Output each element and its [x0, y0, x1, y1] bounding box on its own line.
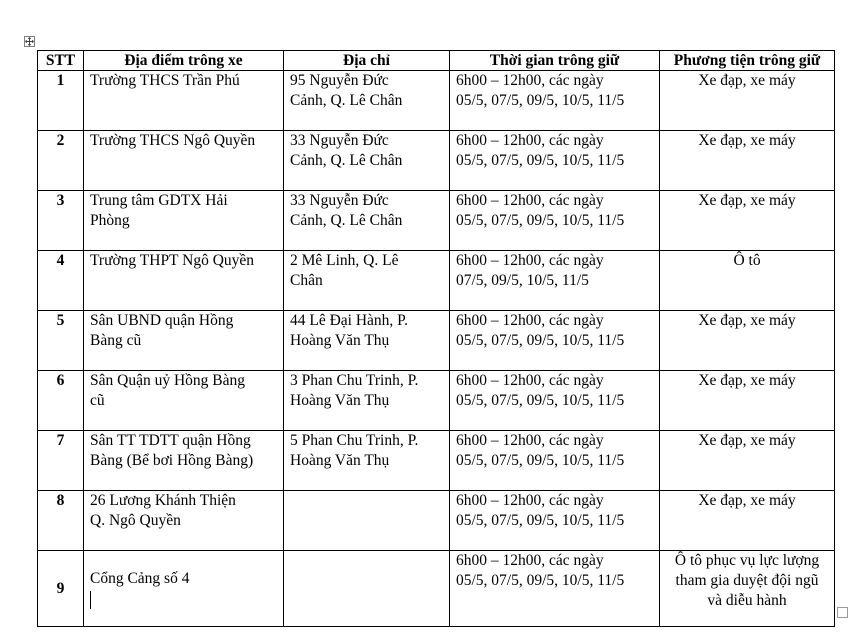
place-line: 26 Lương Khánh Thiện — [90, 492, 236, 509]
header-time: Thời gian trông giữ — [450, 51, 660, 71]
cell-place[interactable] — [84, 131, 284, 191]
table-row — [38, 371, 835, 431]
cell-vehicle[interactable] — [660, 131, 835, 191]
cell-vehicle[interactable] — [660, 371, 835, 431]
cell-vehicle[interactable] — [660, 491, 835, 551]
address-line: 2 Mê Linh, Q. Lê — [290, 252, 399, 269]
time-line: 05/5, 07/5, 09/5, 10/5, 11/5 — [456, 392, 625, 409]
cell-stt[interactable]: 7 — [38, 431, 84, 491]
cell-stt[interactable]: 5 — [38, 311, 84, 371]
time-line: 05/5, 07/5, 09/5, 10/5, 11/5 — [456, 92, 625, 109]
table-row — [38, 251, 835, 311]
vehicle-line: Ô tô phục vụ lực lượng — [674, 552, 820, 569]
cell-stt[interactable]: 3 — [38, 191, 84, 251]
place-line: Sân TT TDTT quận Hồng — [90, 432, 251, 449]
cell-address[interactable] — [284, 131, 450, 191]
cell-address[interactable] — [284, 431, 450, 491]
cell-time[interactable] — [450, 131, 660, 191]
cell-address[interactable] — [284, 551, 450, 627]
cell-vehicle[interactable] — [660, 251, 835, 311]
cell-place[interactable] — [84, 311, 284, 371]
cell-place[interactable] — [84, 371, 284, 431]
place-line: Cổng Cảng số 4 — [90, 569, 190, 587]
cell-place[interactable] — [84, 551, 284, 627]
time-line: 05/5, 07/5, 09/5, 10/5, 11/5 — [456, 452, 625, 469]
table-body — [38, 71, 835, 627]
cell-time[interactable] — [450, 371, 660, 431]
cell-place[interactable] — [84, 71, 284, 131]
address-line: Cảnh, Q. Lê Chân — [290, 212, 403, 229]
header-stt: STT — [38, 51, 84, 71]
time-line: 6h00 – 12h00, các ngày — [456, 252, 604, 269]
address-line: 33 Nguyễn Đức — [290, 132, 389, 149]
cell-stt[interactable]: 1 — [38, 71, 84, 131]
table-header-row — [38, 51, 835, 71]
place-line: Trường THCS Trần Phú — [90, 72, 240, 89]
place-line: Bàng cũ — [90, 332, 142, 349]
place-line: Sân UBND quận Hồng — [90, 312, 234, 329]
cell-vehicle[interactable] — [660, 431, 835, 491]
table-resize-handle-icon[interactable] — [837, 607, 848, 618]
cell-vehicle[interactable] — [660, 551, 835, 627]
table-row — [38, 191, 835, 251]
cell-time[interactable] — [450, 311, 660, 371]
place-line: Trường THPT Ngô Quyền — [90, 252, 255, 269]
table-row — [38, 551, 835, 627]
address-line: Cảnh, Q. Lê Chân — [290, 92, 403, 109]
address-line: 5 Phan Chu Trinh, P. — [290, 432, 419, 449]
place-line: Sân Quận uỷ Hồng Bàng — [90, 372, 245, 389]
time-line: 07/5, 09/5, 10/5, 11/5 — [456, 272, 589, 289]
time-line: 6h00 – 12h00, các ngày — [456, 432, 604, 449]
cell-stt[interactable]: 8 — [38, 491, 84, 551]
table-row — [38, 71, 835, 131]
table-move-handle-icon[interactable] — [24, 36, 35, 47]
address-line: Hoàng Văn Thụ — [290, 392, 390, 409]
header-place: Địa điểm trông xe — [84, 51, 284, 71]
place-line: Bàng (Bể bơi Hồng Bàng) — [90, 452, 254, 469]
cell-time[interactable] — [450, 191, 660, 251]
address-line: Hoàng Văn Thụ — [290, 452, 390, 469]
cell-vehicle[interactable] — [660, 311, 835, 371]
address-line: Chân — [290, 272, 323, 289]
place-line: cũ — [90, 392, 105, 409]
time-line: 6h00 – 12h00, các ngày — [456, 372, 604, 389]
cell-address[interactable] — [284, 251, 450, 311]
time-line: 6h00 – 12h00, các ngày — [456, 492, 604, 509]
cell-time[interactable] — [450, 71, 660, 131]
vehicle-line: Xe đạp, xe máy — [698, 492, 796, 509]
time-line: 6h00 – 12h00, các ngày — [456, 72, 604, 89]
cell-address[interactable] — [284, 71, 450, 131]
cell-stt[interactable]: 6 — [38, 371, 84, 431]
cell-time[interactable] — [450, 491, 660, 551]
cell-time[interactable] — [450, 551, 660, 627]
time-line: 6h00 – 12h00, các ngày — [456, 192, 604, 209]
cell-place[interactable] — [84, 251, 284, 311]
cell-address[interactable] — [284, 371, 450, 431]
cell-address[interactable] — [284, 311, 450, 371]
vehicle-line: Xe đạp, xe máy — [698, 192, 796, 209]
address-line: Cảnh, Q. Lê Chân — [290, 152, 403, 169]
time-line: 05/5, 07/5, 09/5, 10/5, 11/5 — [456, 332, 625, 349]
address-line: Hoàng Văn Thụ — [290, 332, 390, 349]
time-line: 6h00 – 12h00, các ngày — [456, 132, 604, 149]
place-line: Trường THCS Ngô Quyền — [90, 132, 256, 149]
address-line: 33 Nguyễn Đức — [290, 192, 389, 209]
place-line: Phòng — [90, 212, 130, 229]
cell-stt[interactable]: 4 — [38, 251, 84, 311]
vehicle-line: Ô tô — [733, 252, 761, 269]
cell-place[interactable] — [84, 491, 284, 551]
cell-address[interactable] — [284, 191, 450, 251]
cell-vehicle[interactable] — [660, 191, 835, 251]
cell-stt[interactable]: 9 — [38, 551, 84, 627]
place-line: Q. Ngô Quyền — [90, 512, 181, 529]
header-vehicle: Phương tiện trông giữ — [660, 51, 835, 71]
cell-time[interactable] — [450, 251, 660, 311]
time-line: 05/5, 07/5, 09/5, 10/5, 11/5 — [456, 572, 625, 589]
header-address: Địa chỉ — [284, 51, 450, 71]
time-line: 05/5, 07/5, 09/5, 10/5, 11/5 — [456, 212, 625, 229]
parking-locations-table — [37, 50, 835, 627]
cell-address[interactable] — [284, 491, 450, 551]
time-line: 05/5, 07/5, 09/5, 10/5, 11/5 — [456, 152, 625, 169]
vehicle-line: Xe đạp, xe máy — [698, 132, 796, 149]
vehicle-line: và diễu hành — [707, 592, 787, 609]
cell-stt[interactable]: 2 — [38, 131, 84, 191]
vehicle-line: Xe đạp, xe máy — [698, 432, 796, 449]
vehicle-line: Xe đạp, xe máy — [698, 312, 796, 329]
address-line: 44 Lê Đại Hành, P. — [290, 312, 408, 329]
vehicle-line: Xe đạp, xe máy — [698, 372, 796, 389]
vehicle-line: Xe đạp, xe máy — [698, 72, 796, 89]
table-row — [38, 131, 835, 191]
cell-place[interactable] — [84, 431, 284, 491]
cell-time[interactable] — [450, 431, 660, 491]
cell-place[interactable] — [84, 191, 284, 251]
table-row — [38, 311, 835, 371]
time-line: 05/5, 07/5, 09/5, 10/5, 11/5 — [456, 512, 625, 529]
vehicle-line: tham gia duyệt đội ngũ — [675, 572, 819, 589]
place-line: Trung tâm GDTX Hải — [90, 192, 228, 209]
address-line: 3 Phan Chu Trinh, P. — [290, 372, 419, 389]
table-row — [38, 431, 835, 491]
text-cursor — [90, 591, 91, 609]
cell-vehicle[interactable] — [660, 71, 835, 131]
time-line: 6h00 – 12h00, các ngày — [456, 312, 604, 329]
time-line: 6h00 – 12h00, các ngày — [456, 552, 604, 569]
table-row — [38, 491, 835, 551]
address-line: 95 Nguyễn Đức — [290, 72, 389, 89]
